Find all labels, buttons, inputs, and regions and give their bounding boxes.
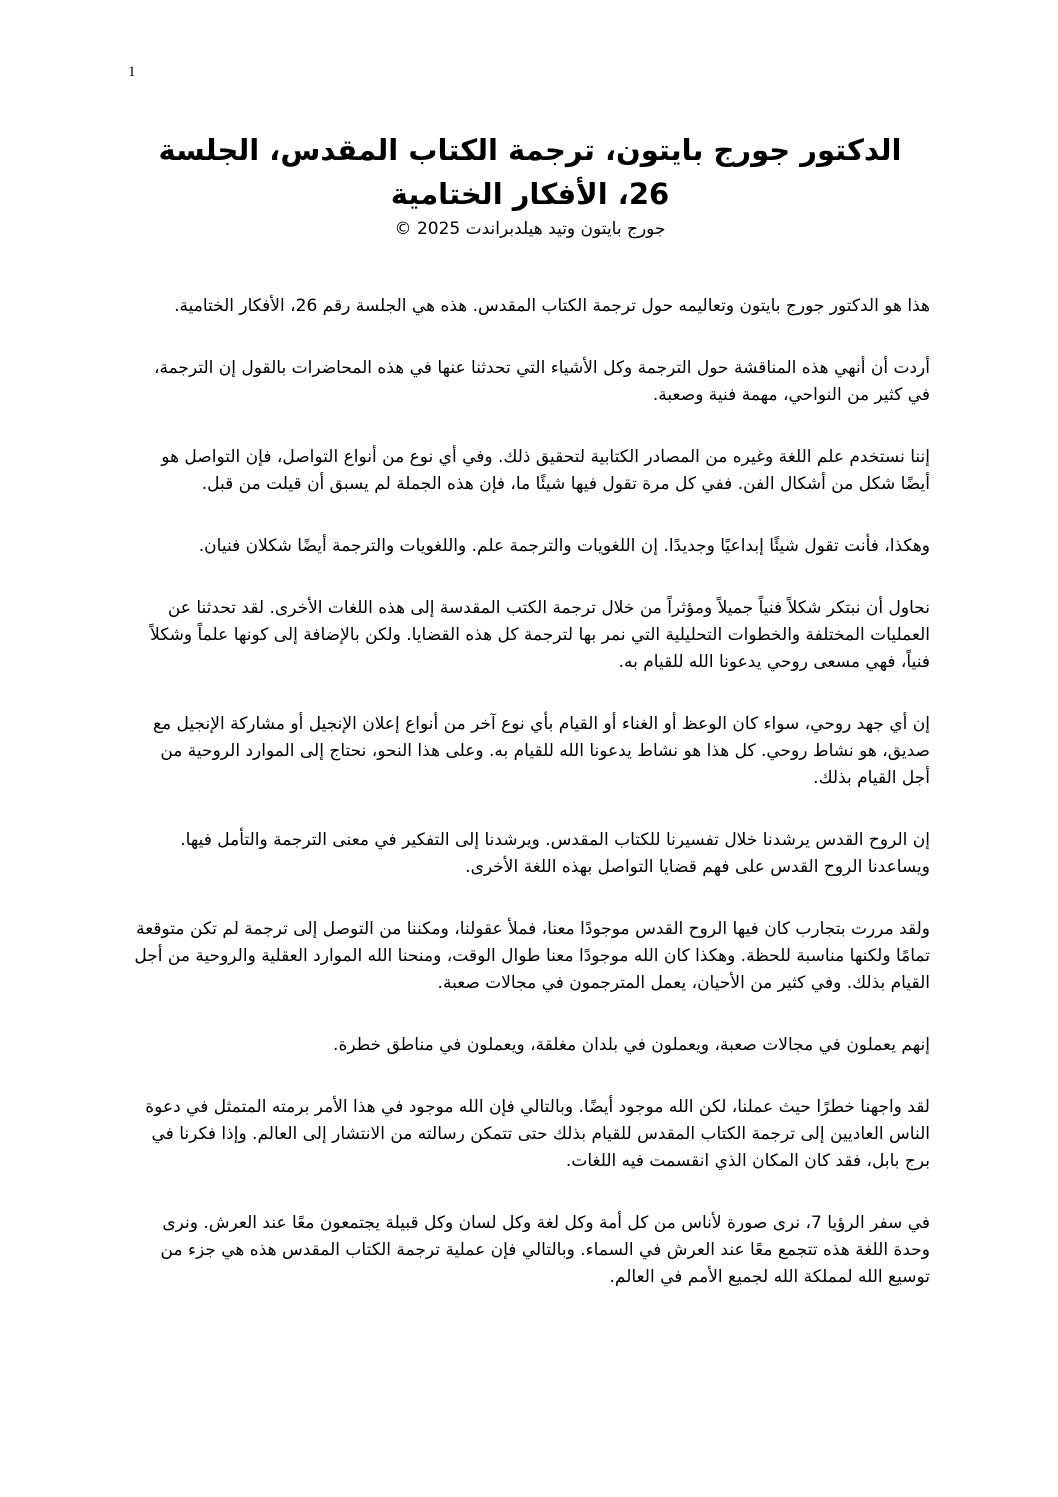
- document-header: [130, 128, 930, 242]
- paragraph: لقد واجهنا خطرًا حيث عملنا، لكن الله موجود أيضًا. وبالتالي فإن الله موجود في هذا الأمر برمته المتمثل في دعوة الناس العاديين إلى ترجمة الكتاب المقدس للقيام بذلك حتى تتمكن رسالته من الانتشار إلى العالم. وإذا فكرنا في برج بابل، فقد كان المكان الذي انقسمت فيه اللغات.: [145, 1097, 930, 1171]
- document-title: الدكتور جورج بايتون، ترجمة الكتاب المقدس، الجلسة 26، الأفكار الختامية: [158, 133, 902, 211]
- paragraph: في سفر الرؤيا 7، نرى صورة لأناس من كل أمة وكل لغة وكل لسان وكل قبيلة يجتمعون معًا عند العرش. ونرى وحدة اللغة هذه تتجمع معًا عند العرش في السماء. وبالتالي فإن عملية ترجمة الكتاب المقدس هذه هي جزء من توسيع الله لمملكة الله لجميع الأمم في العالم.: [160, 1213, 930, 1287]
- paragraph: ولقد مررت بتجارب كان فيها الروح القدس موجودًا معنا، فملأ عقولنا، ومكننا من التوصل إلى ترجمة لم تكن متوقعة تمامًا ولكنها مناسبة للحظة. وهكذا كان الله موجودًا معنا طوال الوقت، ومنحنا الله الموارد العقلية والروحية من أجل القيام بذلك. وفي كثير من الأحيان، يعمل المترجمون في مجالات صعبة.: [134, 919, 930, 993]
- document-body: [132, 293, 930, 1326]
- paragraph: نحاول أن نبتكر شكلاً فنياً جميلاً ومؤثراً من خلال ترجمة الكتب المقدسة إلى هذه اللغات الأخرى. لقد تحدثنا عن العمليات المختلفة والخطوات التحليلية التي نمر بها لترجمة كل هذه القضايا. ولكن بالإضافة إلى كونها علماً وشكلاً فنياً، فهي مسعى روحي يدعونا الله للقيام به.: [150, 598, 930, 672]
- copyright-line: جورج بايتون وتيد هيلدبراندت 2025 ©: [394, 219, 666, 239]
- paragraph: هذا هو الدكتور جورج بايتون وتعاليمه حول ترجمة الكتاب المقدس. هذه هي الجلسة رقم 26، الأفكار الختامية.: [174, 296, 930, 316]
- paragraph: إنهم يعملون في مجالات صعبة، ويعملون في بلدان مغلقة، ويعملون في مناطق خطرة.: [333, 1035, 930, 1055]
- paragraph: أردت أن أنهي هذه المناقشة حول الترجمة وكل الأشياء التي تحدثنا عنها في هذه المحاضرات بالقول إن الترجمة، في كثير من النواحي، مهمة فنية وصعبة.: [154, 358, 930, 405]
- paragraph: إن الروح القدس يرشدنا خلال تفسيرنا للكتاب المقدس. ويرشدنا إلى التفكير في معنى الترجمة والتأمل فيها. ويساعدنا الروح القدس على فهم قضايا التواصل بهذه اللغة الأخرى.: [180, 830, 930, 877]
- page-number: 1: [128, 64, 136, 80]
- paragraph: إننا نستخدم علم اللغة وغيره من المصادر الكتابية لتحقيق ذلك. وفي أي نوع من أنواع التواصل، فإن التواصل هو أيضًا شكل من أشكال الفن. ففي كل مرة تقول فيها شيئًا ما، فإن هذه الجملة لم يسبق أن قيلت من قبل.: [161, 447, 930, 494]
- paragraph: إن أي جهد روحي، سواء كان الوعظ أو الغناء أو القيام بأي نوع آخر من أنواع إعلان الإنجيل أو مشاركة الإنجيل مع صديق، هو نشاط روحي. كل هذا هو نشاط يدعونا الله للقيام به. وعلى هذا النحو، نحتاج إلى الموارد الروحية من أجل القيام بذلك.: [153, 714, 930, 788]
- paragraph: وهكذا، فأنت تقول شيئًا إبداعيًا وجديدًا. إن اللغويات والترجمة علم. واللغويات والترجمة أيضًا شكلان فنيان.: [198, 536, 930, 556]
